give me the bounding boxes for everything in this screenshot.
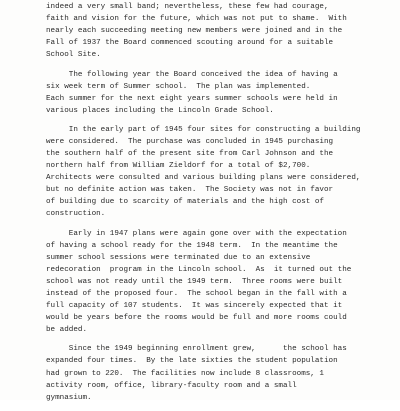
text-line: Early in 1947 plans were again gone over with the expectation bbox=[46, 229, 347, 238]
text-line: redecoration program in the Lincoln school. As it turned out the bbox=[46, 265, 352, 274]
text-line: were considered. The purchase was concluded in 1945 purchasing bbox=[46, 138, 334, 147]
text-line: faith and vision for the future, which was not put to shame. With bbox=[46, 15, 347, 24]
text-line: six week term of Summer school. The plan was implemented. bbox=[46, 82, 311, 91]
text-line: expanded four times. By the late sixties the student population bbox=[46, 357, 338, 366]
text-line: School Site. bbox=[46, 51, 101, 60]
text-line: but no definite action was taken. The Society was not in favor bbox=[46, 186, 334, 195]
text-line: instead of the proposed four. The school began in the fall with a bbox=[46, 289, 347, 298]
text-line: had grown to 220. The facilities now include 8 classrooms, 1 bbox=[46, 369, 324, 378]
text-line: gymnasium. bbox=[46, 393, 92, 402]
paragraph bbox=[46, 124, 396, 220]
text-line: Fall of 1937 the Board commenced scouting around for a suitable bbox=[46, 39, 334, 48]
text-line: Each summer for the next eight years summer schools were held in bbox=[46, 94, 338, 103]
text-line: summer school sessions were terminated due to an extensive bbox=[46, 253, 311, 262]
paragraph bbox=[46, 1, 396, 61]
text-line: school was not ready until the 1949 term. Three rooms were built bbox=[46, 277, 343, 286]
text-line: construction. bbox=[46, 210, 106, 219]
text-line: full capacity of 107 students. It was sincerely expected that it bbox=[46, 301, 343, 310]
text-line: northern half from William Zieldorf for a total of $2,700. bbox=[46, 162, 311, 171]
text-line: the southern half of the present site from Carl Johnson and the bbox=[46, 150, 334, 159]
text-line: The following year the Board conceived the idea of having a bbox=[46, 70, 338, 79]
text-line: activity room, office, library-faculty room and a small bbox=[46, 381, 297, 390]
paragraph bbox=[46, 69, 396, 117]
text-line: In the early part of 1945 four sites for constructing a building bbox=[46, 126, 361, 135]
text-line: Since the 1949 beginning enrollment grew, the school has bbox=[46, 345, 347, 354]
text-line: of having a school ready for the 1948 term. In the meantime the bbox=[46, 241, 338, 250]
text-line: indeed a very small band; nevertheless, these few had courage, bbox=[46, 3, 329, 11]
text-line: of building due to scarcity of materials and the high cost of bbox=[46, 198, 324, 207]
paragraph bbox=[46, 228, 396, 336]
text-line: Architects were consulted and various building plans were considered, bbox=[46, 174, 361, 183]
text-line: various places including the Lincoln Grade School. bbox=[46, 106, 274, 115]
text-line: would be years before the rooms would be full and more rooms could bbox=[46, 314, 347, 323]
document-body bbox=[46, 1, 396, 411]
text-line: be added. bbox=[46, 326, 88, 335]
paragraph bbox=[46, 343, 396, 403]
text-line: nearly each succeeding meeting new members were joined and in the bbox=[46, 27, 343, 36]
